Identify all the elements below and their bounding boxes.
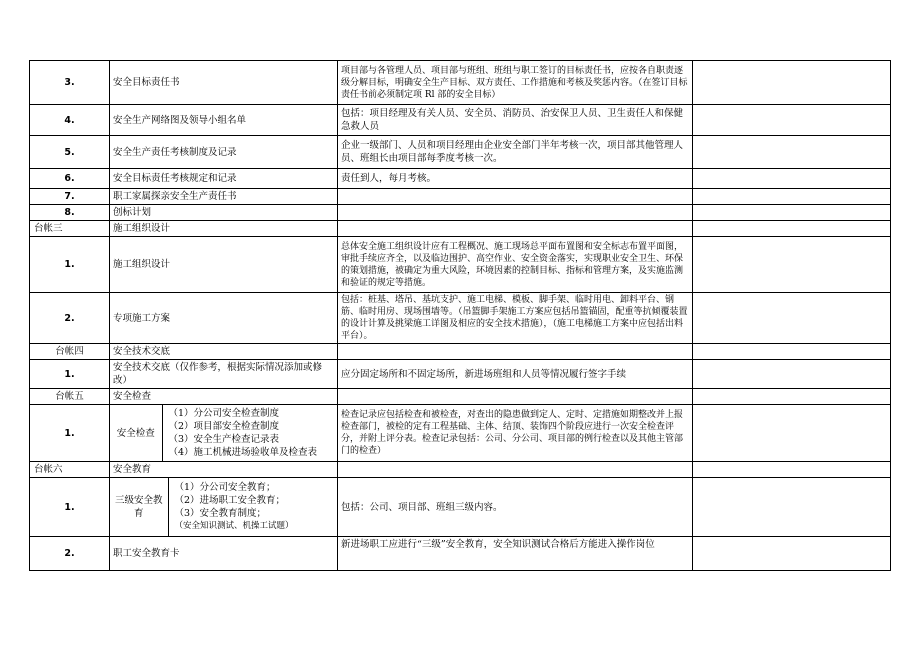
row-description: 总体安全施工组织设计应有工程概况、施工现场总平面布置图和安全标志布置平面图，审批手续应齐全，以及临边围护、高空作业、安全资金落实，实现职业安全卫生、环保的策划措施，被确定为重大风险，环境因素的控制目标、指标和管理方案，及实施监测和验证的规定等措施。: [338, 237, 693, 293]
section-header: [30, 462, 891, 478]
list-item: （2）进场职工安全教育；: [174, 495, 286, 506]
section-tag: 台帐五: [30, 389, 110, 405]
list-item: （2）项目部安全检查制度: [168, 421, 280, 432]
section-tag: 台帐四: [30, 344, 110, 360]
list-item: （3）安全生产检查记录表: [168, 434, 280, 445]
table-row: [30, 189, 891, 205]
row-number: 3.: [30, 61, 110, 105]
section-title: 安全检查: [110, 389, 338, 405]
row-description: [338, 205, 693, 221]
row-item: 职工安全教育卡: [110, 537, 338, 571]
row-remark: [693, 136, 891, 169]
row-item: 安全目标责任书: [110, 61, 338, 105]
table-row: [30, 169, 891, 189]
row-remark: [693, 478, 891, 537]
sub-label: 三级安全教育: [110, 478, 168, 536]
row-number: 1.: [30, 405, 110, 462]
table-row: [30, 136, 891, 169]
row-remark: [693, 105, 891, 136]
row-description: 包括：桩基、塔吊、基坑支护、施工电梯、模板、脚手架、临时用电、卸料平台、钢筋、临时用房、现场围墙等。（吊篮脚手架施工方案应包括吊篮锚固，配重等抗倾覆装置的设计计算及挑梁施工详图及相应的安全技术措施），（施工电梯施工方案中应包括出料平台）。: [338, 293, 693, 344]
row-description: 检查记录应包括检查和被检查，对查出的隐患做到定人、定时、定措施如期整改并上报检查部门，被检的定有工程基础、主体、结顶、装饰四个阶段应进行一次安全检查评分，并附上评分表。检查记录包括：公司、分公司、项目部的例行检查以及其他主管部门的检查）: [338, 405, 693, 462]
section-tag: 台帐三: [30, 221, 110, 237]
row-number: 2.: [30, 293, 110, 344]
list-item: （1）分公司安全检查制度: [168, 408, 280, 419]
row-remark: [693, 237, 891, 293]
row-item: 施工组织设计: [110, 237, 338, 293]
row-number: 1.: [30, 478, 110, 537]
row-item: 安全目标责任考核规定和记录: [110, 169, 338, 189]
row-number: 4.: [30, 105, 110, 136]
row-description: 责任到人，每月考核。: [338, 169, 693, 189]
table-row: [30, 205, 891, 221]
row-number: 1.: [30, 360, 110, 389]
row-item: 安全生产责任考核制度及记录: [110, 136, 338, 169]
row-number: 7.: [30, 189, 110, 205]
row-remark: [693, 360, 891, 389]
sub-label: 安全检查: [110, 405, 162, 461]
list-item: （4）施工机械进场验收单及检查表: [168, 447, 318, 458]
row-description: 新进场职工应进行“三级”安全教育，安全知识测试合格后方能进入操作岗位: [338, 537, 693, 571]
check-subtable: [110, 405, 337, 461]
row-item: 安全技术交底（仅作参考，根据实际情况添加或修改）: [110, 360, 338, 389]
row-remark: [693, 205, 891, 221]
section-header: [30, 389, 891, 405]
row-description: 包括：项目经理及有关人员、安全员、消防员、治安保卫人员、卫生责任人和保健急救人员: [338, 105, 693, 136]
row-remark: [693, 293, 891, 344]
row-description: 企业一级部门、人员和项目经理由企业安全部门半年考核一次，项目部其他管理人员、班组长由项目部每季度考核一次。: [338, 136, 693, 169]
table-row: [30, 537, 891, 571]
row-remark: [693, 169, 891, 189]
list-item: （安全知识测试、机操工试题）: [174, 521, 294, 531]
row-description: [338, 189, 693, 205]
table-row: [30, 61, 891, 105]
section-title: 安全教育: [110, 462, 338, 478]
section-header: [30, 344, 891, 360]
ledger-table: [29, 60, 891, 571]
table-row: [30, 105, 891, 136]
row-number: 2.: [30, 537, 110, 571]
section-tag: 台帐六: [30, 462, 110, 478]
table-row: [30, 405, 891, 462]
row-item: 专项施工方案: [110, 293, 338, 344]
row-number: 6.: [30, 169, 110, 189]
section-title: 安全技术交底: [110, 344, 338, 360]
table-row: [30, 237, 891, 293]
section-title: 施工组织设计: [110, 221, 338, 237]
table-row: [30, 360, 891, 389]
row-remark: [693, 405, 891, 462]
row-description: 包括：公司、项目部、班组三级内容。: [338, 478, 693, 537]
list-item: （1）分公司安全教育；: [174, 482, 276, 493]
education-subtable: [110, 478, 337, 536]
row-remark: [693, 61, 891, 105]
row-number: 1.: [30, 237, 110, 293]
row-remark: [693, 537, 891, 571]
row-description: 项目部与各管理人员、项目部与班组、班组与职工签订的目标责任书，应按各自职责逐级分解目标，明确安全生产目标、双方责任、工作措施和考核及奖惩内容。（在签订目标责任书前必须制定项 Rl 部的安全目标）: [338, 61, 693, 105]
row-number: 8.: [30, 205, 110, 221]
row-number: 5.: [30, 136, 110, 169]
row-description: 应分固定场所和不固定场所，新进场班组和人员等情况履行签字手续: [338, 360, 693, 389]
row-item: 安全生产网络图及领导小组名单: [110, 105, 338, 136]
section-header: [30, 221, 891, 237]
list-item: （3）安全教育制度；: [174, 508, 267, 519]
row-item: 创标计划: [110, 205, 338, 221]
table-row: [30, 293, 891, 344]
table-row: [30, 478, 891, 537]
row-item: 职工家属探亲安全生产责任书: [110, 189, 338, 205]
row-remark: [693, 189, 891, 205]
